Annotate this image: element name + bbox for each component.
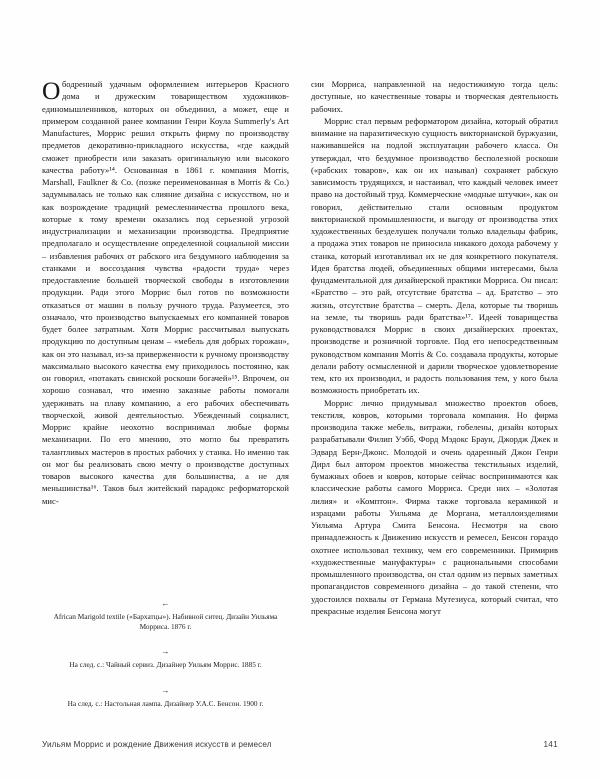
caption-item <box>42 598 289 632</box>
caption-text: African Marigold textile («Бархатцы»). Набивной ситец. Дизайн Уильяма Морриса. 1876 г. <box>53 612 278 632</box>
paragraph-text: бодренный удачным оформлением интерьеров Красного дома и дружеским товариществом художников-единомышленников, которых он объединил, а может, еще и примером созданной ранее компании Генри Коула Summerly's Art Manufactures, Моррис решил открыть фирму по производству предметов декоративно-прикладного искусства, «где каждый сможет приобрести или заказать оригинальную или высокого качества работу»¹⁴. Основанная в 1861 г. компания Morris, Marshall, Faulkner & Co. (позже переименованная в Morris & Co.) задумывалась не только как слияние дизайна с искусством, но и как возрождение традиций ремесленничества прошлого века, которые к тому времени оказались под серьезной угрозой индустриализации и механизации производства. Предприятие предполагало и осуществление определенной социальной миссии – избавления рабочих от рабского ига бездумного наблюдения за станками и воссоздания чувства «радости труда» через предоставление большей творческой свободы в изготовлении продукции. Ради этого Моррис был готов по возможности отказаться от машин в пользу ручного труда. Разумеется, это означало, что производство выпускаемых его компанией товаров будет более затратным. Хотя Моррис рассчитывал выпускать продукцию по доступным ценам – «мебель для добрых горожан», как он это называл, из-за приверженности к ручному производству максимально высокого качества ему приходилось постоянно, как он говорил, «потакать свинской роскоши богачей»¹⁵. Впрочем, он хорошо сознавал, что именно заказные работы помогали удерживать на плаву компанию, а его рабочих обеспечивать творческой, живой деятельностью. Убежденный социалист, Моррис крайне неохотно воспринимал любые формы механизации. По его мнению, это могло бы превратить талантливых мастеров в простых рабочих у станка. Но именно так он мог бы реализовать свою мечту о производстве доступных товаров высокого качества для большинства, а не для меньшинства¹⁶. Таков был житейский парадокс реформаторской мис- <box>42 79 289 506</box>
right-text-column <box>311 78 558 617</box>
drop-cap: О <box>42 76 61 105</box>
caption-text: На след. с.: Чайный сервиз. Дизайнер Уильям Моррис. 1885 г. <box>69 660 262 670</box>
left-arrow-icon: ← <box>161 599 170 608</box>
running-head: Уильям Моррис и рождение Движения искусств и ремесел <box>42 740 272 749</box>
page-footer <box>42 740 558 754</box>
two-column-text-area <box>42 78 558 733</box>
paragraph: Моррис стал первым реформатором дизайна, который обратил внимание на паразитическую сущность викторианской буржуазии, наживавшейся на подлой эксплуатации рабочего класса. Он утверждал, что бездумное производство бесполезной роскоши («рабских товаров», как он их называл) сохраняет рабскую зависимость трудящихся, и настаивал, что каждый человек имеет право на достойный труд. Коммерческие «модные штучки», как он говорил, действительно стали основным продуктом викторианской промышленности, и выгоду от производства этих художественных безделушек получали только владельцы фабрик, а продажа этих товаров не приносила никакого дохода рабочему у станка, который изготавливал их не для конкретного покупателя. Идея братства людей, объединенных общими интересами, была фундаментальной для дизайнерской практики Морриса. Он писал: «Братство – это рай, отсутствие братства – ад. Братство – это жизнь, отсутствие братства – смерть. Дела, которые ты творишь на земле, ты творишь ради братства»¹⁷. Идеей товарищества руководствовался Моррис в своих дизайнерских проектах, производстве и розничной торговле. Под его непосредственным руководством компания Morris & Co. создавала продукты, которые делали работу осмысленной и дарили творческое удовлетворение тем, кто их производил, и радость пользования тем, у кого была возможность приобретать их. <box>311 115 558 396</box>
paragraph <box>42 78 289 507</box>
caption-text: На след. с.: Настольная лампа. Дизайнер У.А.С. Бенсон. 1900 г. <box>67 698 264 708</box>
caption-item <box>42 685 289 709</box>
right-arrow-icon: → <box>161 685 170 695</box>
paragraph: сии Морриса, направленной на недостижимую тогда цель: доступные, но качественные товары и творческая деятельность рабочих. <box>311 79 558 114</box>
figure-captions <box>42 598 289 709</box>
paragraph: Моррис лично придумывал множество проектов обоев, текстиля, ковров, которыми торговала компания. Но фирма производила также мебель, витражи, гобелены, дизайн которых разрабатывали Филип Уэбб, Форд Мэдокс Браун, Джордж Джек и Эдвард Берн-Джонс. Молодой и очень одаренный Джон Генри Дирл был автором проектов множества текстильных изделий, бумажных обоев и ковров, которые сейчас воспринимаются как классические работы самого Морриса. Среди них – «Золотая лилия» и «Комптон». Фирма также торговала керамикой и израцами работы Уильяма де Моргана, металлоизделиями Уильяма Артура Смита Бенсона. Несмотря на свою принадлежность к Движению искусств и ремесел, Бенсон гораздо охотнее использовал технику, чем его современники. Примирив «художественные мануфактуры» с рациональными способами промышленного производства, он стал одним из первых заметных пропагандистов современного дизайна – до такой степени, что удостоился похвалы от Германа Мутезиуса, который считал, что прекрасные изделия Бенсона могут <box>311 397 558 616</box>
caption-item <box>42 646 289 670</box>
page-number: 141 <box>543 740 558 749</box>
right-arrow-icon: → <box>161 647 170 657</box>
left-text-column <box>42 76 289 708</box>
